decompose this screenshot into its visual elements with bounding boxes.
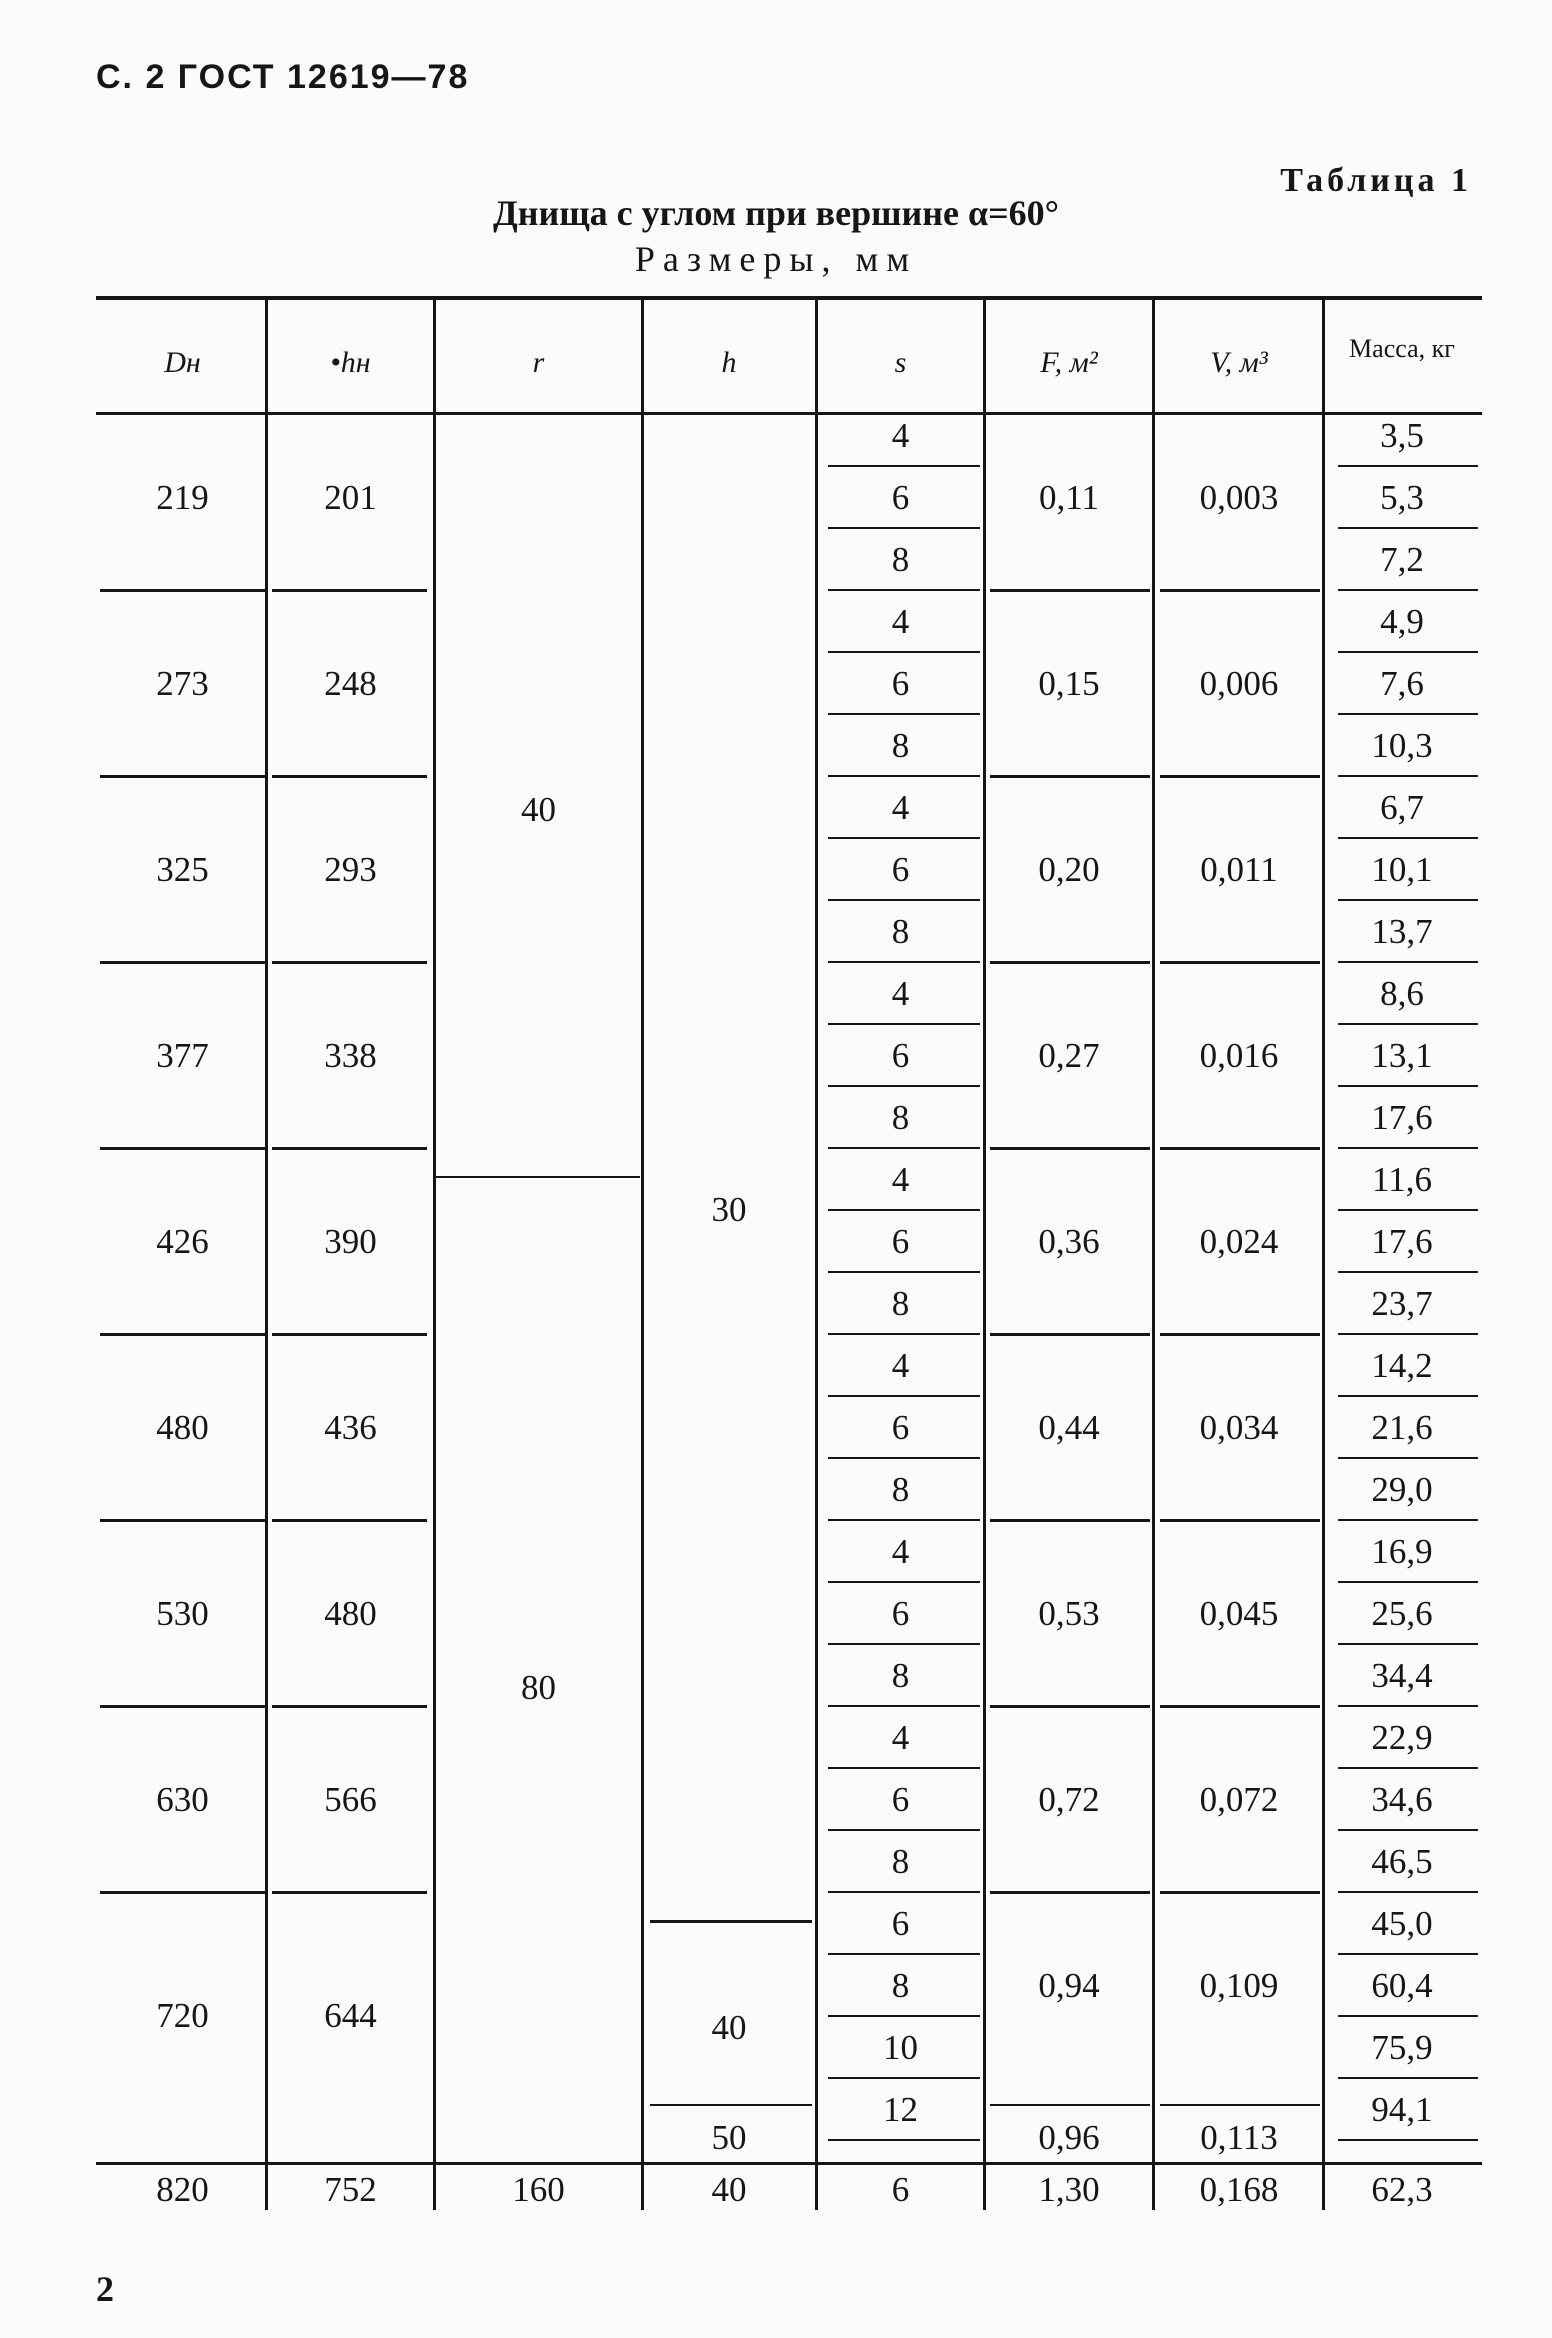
group-divider — [990, 1333, 1150, 1336]
row-s-value: 8 — [891, 1842, 910, 1881]
group-divider — [990, 775, 1150, 778]
row-divider — [828, 2015, 980, 2017]
header-bottom-rule — [96, 412, 1482, 415]
group-divider — [272, 1891, 427, 1894]
row-divider — [1338, 775, 1478, 777]
row-s-value: 8 — [891, 726, 910, 765]
row-divider — [828, 1519, 980, 1521]
row-divider — [828, 775, 980, 777]
col-header-mass: Масса, кг — [1349, 334, 1455, 363]
row-divider — [828, 899, 980, 901]
row-s-value: 4 — [891, 1532, 910, 1571]
row-divider — [828, 1147, 980, 1149]
group-f-value: 0,36 — [1038, 1222, 1100, 1261]
row-mass-value: 3,5 — [1380, 416, 1424, 455]
row-s-value: 6 — [891, 1904, 910, 1943]
col-header-h: h — [721, 346, 737, 379]
row-divider — [1338, 1085, 1478, 1087]
group-divider — [100, 1147, 265, 1150]
group-divider — [100, 775, 265, 778]
row-mass-value: 6,7 — [1380, 788, 1424, 827]
group-v-value: 0,006 — [1199, 664, 1279, 703]
row-mass-value: 16,9 — [1371, 1532, 1433, 1571]
col-header-hn: •hн — [330, 346, 371, 379]
group-divider — [272, 1147, 427, 1150]
last-row-mass: 62,3 — [1371, 2170, 1433, 2209]
r-value-80: 80 — [521, 1668, 556, 1707]
row-divider — [828, 1767, 980, 1769]
group-hn-value: 390 — [324, 1222, 377, 1261]
row-s-value: 4 — [891, 1160, 910, 1199]
row-divider — [1338, 1891, 1478, 1893]
row-s-value: 4 — [891, 416, 910, 455]
row-s-value: 6 — [891, 850, 910, 889]
last-row-v: 0,168 — [1199, 2170, 1279, 2209]
group-divider — [1160, 1705, 1320, 1708]
row-divider — [1338, 651, 1478, 653]
group-dn-value: 480 — [156, 1408, 209, 1447]
row-divider — [1338, 1519, 1478, 1521]
v-value-720-50: 0,113 — [1200, 2118, 1278, 2157]
row-mass-value: 10,1 — [1371, 850, 1433, 889]
group-hn-value: 248 — [324, 664, 377, 703]
row-divider — [1338, 465, 1478, 467]
row-mass-value: 22,9 — [1371, 1718, 1433, 1757]
row-divider — [1338, 1147, 1478, 1149]
row-s-value: 8 — [891, 1656, 910, 1695]
row-divider — [1338, 2139, 1478, 2141]
group-v-value: 0,024 — [1199, 1222, 1279, 1261]
row-s-value: 4 — [891, 1346, 910, 1385]
row-s-value: 8 — [891, 1470, 910, 1509]
row-divider — [1338, 713, 1478, 715]
row-divider — [1338, 2077, 1478, 2079]
group-divider — [990, 1891, 1150, 1894]
group-divider — [990, 1705, 1150, 1708]
row-mass-value: 29,0 — [1371, 1470, 1433, 1509]
row-mass-value: 7,6 — [1380, 664, 1424, 703]
row-divider — [1338, 1271, 1478, 1273]
row-s-value: 4 — [891, 788, 910, 827]
h-divider — [650, 2104, 812, 2106]
group-hn-value: 644 — [324, 1996, 377, 2035]
h-divider — [650, 1920, 812, 1923]
row-mass-value: 21,6 — [1371, 1408, 1433, 1447]
group-v-value: 0,072 — [1199, 1780, 1279, 1819]
row-mass-value: 5,3 — [1380, 478, 1424, 517]
row-s-value: 6 — [891, 1036, 910, 1075]
group-f-value: 0,44 — [1038, 1408, 1100, 1447]
group-divider — [100, 1891, 265, 1894]
group-dn-value: 273 — [156, 664, 209, 703]
group-v-value: 0,109 — [1199, 1966, 1279, 2005]
page-header: С. 2 ГОСТ 12619—78 — [96, 58, 470, 96]
column-rule — [983, 300, 986, 2210]
group-divider — [100, 1519, 265, 1522]
group-divider — [272, 1333, 427, 1336]
row-divider — [828, 1023, 980, 1025]
row-divider — [828, 1581, 980, 1583]
row-s-value: 6 — [891, 1408, 910, 1447]
group-v-value: 0,011 — [1200, 850, 1278, 889]
group-dn-value: 530 — [156, 1594, 209, 1633]
group-f-value: 0,27 — [1038, 1036, 1100, 1075]
row-mass-value: 25,6 — [1371, 1594, 1433, 1633]
last-row-dn: 820 — [156, 2170, 209, 2209]
group-f-value: 0,20 — [1038, 850, 1100, 889]
group-divider — [272, 1519, 427, 1522]
row-s-value: 12 — [883, 2090, 918, 2129]
group-divider — [272, 1705, 427, 1708]
row-divider — [828, 1829, 980, 1831]
row-divider — [1338, 1209, 1478, 1211]
group-divider — [1160, 961, 1320, 964]
row-mass-value: 13,1 — [1371, 1036, 1433, 1075]
group-divider — [100, 1333, 265, 1336]
row-mass-value: 11,6 — [1372, 1160, 1432, 1199]
group-divider — [100, 1705, 265, 1708]
group-f-value: 0,11 — [1039, 478, 1099, 517]
group-hn-value: 436 — [324, 1408, 377, 1447]
row-s-value: 8 — [891, 1966, 910, 2005]
group-hn-value: 293 — [324, 850, 377, 889]
row-s-value: 4 — [891, 974, 910, 1013]
row-mass-value: 13,7 — [1371, 912, 1433, 951]
column-rule — [641, 300, 644, 2210]
row-divider — [828, 1333, 980, 1335]
group-divider — [990, 589, 1150, 592]
group-hn-value: 566 — [324, 1780, 377, 1819]
h-value-50: 50 — [711, 2118, 747, 2157]
row-s-value: 6 — [891, 1594, 910, 1633]
group-v-value: 0,003 — [1199, 478, 1279, 517]
group-f-value: 0,53 — [1038, 1594, 1100, 1633]
group-divider — [272, 961, 427, 964]
group-v-value: 0,045 — [1199, 1594, 1279, 1633]
column-rule — [433, 300, 436, 2210]
row-mass-value: 14,2 — [1371, 1346, 1433, 1385]
row-divider — [828, 2077, 980, 2079]
group-dn-value: 377 — [156, 1036, 209, 1075]
dimensions-note: Размеры, мм — [634, 239, 918, 279]
last-row-h: 40 — [711, 2170, 747, 2209]
group-hn-value: 480 — [324, 1594, 377, 1633]
row-mass-value: 45,0 — [1371, 1904, 1433, 1943]
group-divider — [1160, 1519, 1320, 1522]
row-divider — [828, 1209, 980, 1211]
row-divider — [828, 837, 980, 839]
group-f-value: 0,72 — [1038, 1780, 1100, 1819]
col-header-r: r — [532, 346, 545, 379]
column-rule — [1152, 300, 1155, 2210]
row-s-value: 8 — [891, 1098, 910, 1137]
row-mass-value: 75,9 — [1371, 2028, 1433, 2067]
row-divider — [828, 465, 980, 467]
row-divider — [1338, 1705, 1478, 1707]
col-header-v: V, м³ — [1210, 346, 1268, 379]
row-divider — [1338, 837, 1478, 839]
row-s-value: 6 — [891, 478, 910, 517]
row-divider — [828, 1953, 980, 1955]
row-divider — [828, 1271, 980, 1273]
last-row-s: 6 — [891, 2170, 910, 2209]
row-divider — [828, 961, 980, 963]
h-value-30: 30 — [711, 1190, 747, 1229]
group-divider — [1160, 1147, 1320, 1150]
group-dn-value: 426 — [156, 1222, 209, 1261]
row-mass-value: 34,6 — [1371, 1780, 1433, 1819]
row-mass-value: 46,5 — [1371, 1842, 1433, 1881]
row-divider — [1338, 589, 1478, 591]
row-mass-value: 23,7 — [1371, 1284, 1433, 1323]
row-divider — [828, 589, 980, 591]
r-value-40: 40 — [521, 790, 556, 829]
row-divider — [828, 1085, 980, 1087]
row-divider — [1338, 1333, 1478, 1335]
group-f-value: 0,15 — [1038, 664, 1100, 703]
row-mass-value: 17,6 — [1371, 1098, 1433, 1137]
group-divider — [990, 1147, 1150, 1150]
row-divider — [828, 1705, 980, 1707]
group-divider — [272, 775, 427, 778]
row-mass-value: 10,3 — [1371, 726, 1433, 765]
fv-divider — [990, 2104, 1150, 2106]
row-divider — [828, 527, 980, 529]
row-s-value: 4 — [891, 1718, 910, 1757]
table-title: Днища с углом при вершине α=60° — [493, 193, 1059, 233]
row-divider — [828, 713, 980, 715]
row-divider — [1338, 527, 1478, 529]
col-header-dn: Dн — [164, 346, 201, 379]
table-top-rule — [96, 296, 1482, 300]
group-dn-value: 219 — [156, 478, 209, 517]
f-value-720-50: 0,96 — [1038, 2118, 1100, 2157]
row-s-value: 8 — [891, 540, 910, 579]
row-s-value: 8 — [891, 1284, 910, 1323]
column-rule — [265, 300, 268, 2210]
group-dn-value: 325 — [156, 850, 209, 889]
row-divider — [1338, 1457, 1478, 1459]
row-s-value: 4 — [891, 602, 910, 641]
col-header-s: s — [894, 346, 907, 379]
h-value-40: 40 — [711, 2008, 747, 2047]
row-divider — [1338, 899, 1478, 901]
row-divider — [828, 1891, 980, 1893]
row-divider — [1338, 1643, 1478, 1645]
group-f-value: 0,94 — [1038, 1966, 1100, 2005]
last-row-hn: 752 — [324, 2170, 377, 2209]
row-divider — [1338, 961, 1478, 963]
group-divider — [990, 961, 1150, 964]
row-divider — [828, 651, 980, 653]
row-divider — [1338, 1953, 1478, 1955]
group-dn-value: 720 — [156, 1996, 209, 2035]
group-hn-value: 338 — [324, 1036, 377, 1075]
row-divider — [1338, 1395, 1478, 1397]
last-row-top-rule — [96, 2162, 1482, 2165]
row-mass-value: 8,6 — [1380, 974, 1424, 1013]
row-divider — [828, 1457, 980, 1459]
row-divider — [1338, 1767, 1478, 1769]
row-s-value: 6 — [891, 1222, 910, 1261]
row-divider — [828, 2139, 980, 2141]
table-number: Таблица 1 — [1280, 162, 1472, 199]
group-divider — [1160, 775, 1320, 778]
column-rule — [815, 300, 818, 2210]
row-mass-value: 7,2 — [1380, 540, 1424, 579]
last-row-f: 1,30 — [1038, 2170, 1100, 2209]
group-dn-value: 630 — [156, 1780, 209, 1819]
row-mass-value: 34,4 — [1371, 1656, 1433, 1695]
column-rule — [1322, 300, 1325, 2210]
group-divider — [1160, 589, 1320, 592]
row-mass-value: 4,9 — [1380, 602, 1424, 641]
group-divider — [272, 589, 427, 592]
group-divider — [100, 961, 265, 964]
row-s-value: 8 — [891, 912, 910, 951]
row-s-value: 10 — [883, 2028, 918, 2067]
row-divider — [1338, 1829, 1478, 1831]
row-divider — [1338, 1023, 1478, 1025]
row-divider — [828, 1395, 980, 1397]
group-divider — [990, 1519, 1150, 1522]
row-divider — [828, 1643, 980, 1645]
row-mass-value: 17,6 — [1371, 1222, 1433, 1261]
group-divider — [100, 589, 265, 592]
group-divider — [1160, 1333, 1320, 1336]
group-hn-value: 201 — [324, 478, 377, 517]
row-divider — [1338, 2015, 1478, 2017]
group-v-value: 0,034 — [1199, 1408, 1279, 1447]
row-s-value: 6 — [891, 1780, 910, 1819]
group-divider — [1160, 1891, 1320, 1894]
fv-divider — [1160, 2104, 1320, 2106]
row-s-value: 6 — [891, 664, 910, 703]
last-row-r: 160 — [512, 2170, 565, 2209]
r-divider — [436, 1176, 640, 1178]
row-mass-value: 94,1 — [1371, 2090, 1433, 2129]
row-divider — [1338, 1581, 1478, 1583]
row-mass-value: 60,4 — [1371, 1966, 1433, 2005]
col-header-f: F, м² — [1040, 346, 1098, 379]
page-number: 2 — [96, 2269, 114, 2309]
group-v-value: 0,016 — [1199, 1036, 1279, 1075]
